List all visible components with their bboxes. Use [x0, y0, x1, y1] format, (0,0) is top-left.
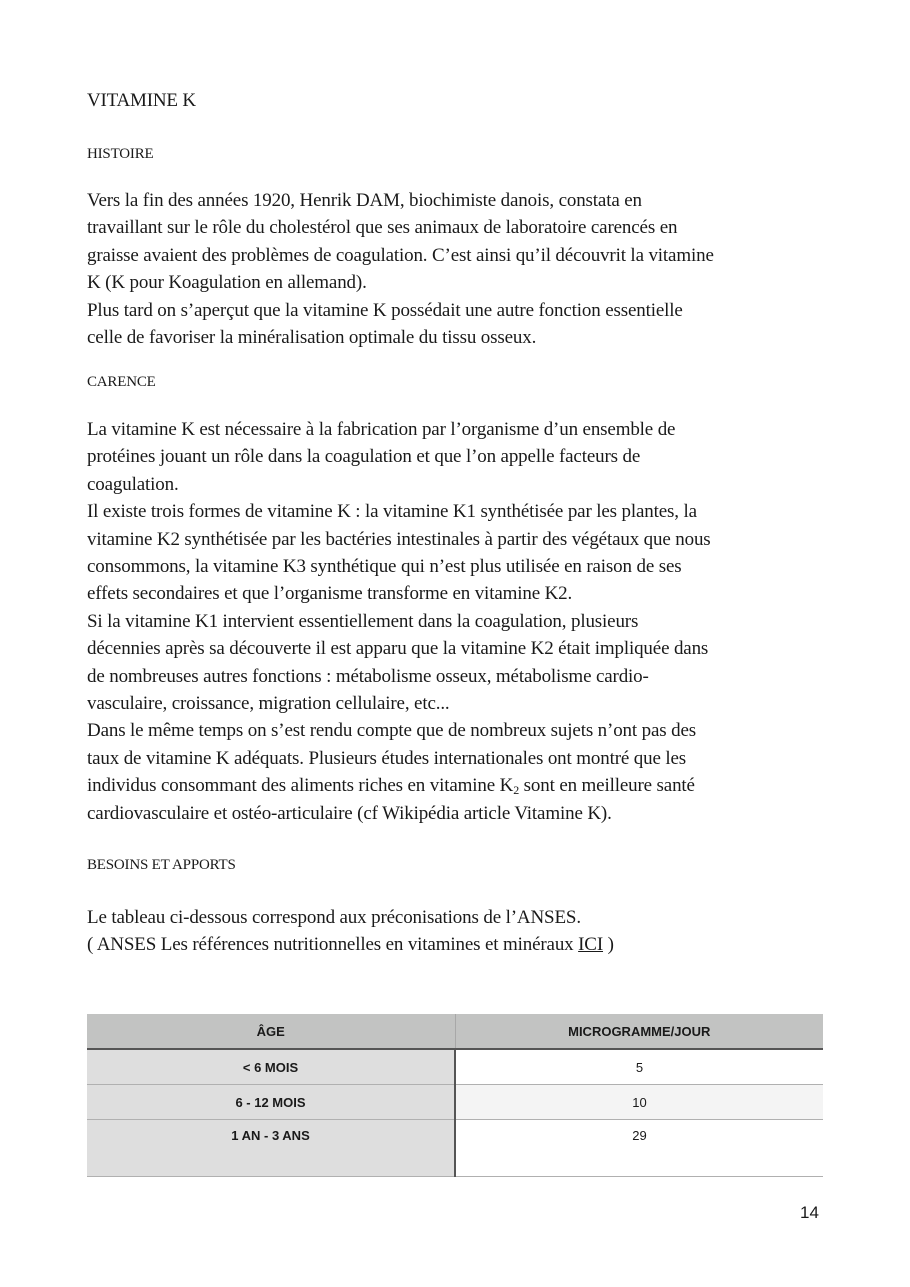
vitamin-k-intake-table: [87, 1014, 823, 1177]
paragraph-besoins: [87, 904, 832, 959]
column-header-microgram: MICROGRAMME/JOUR: [455, 1014, 823, 1049]
table-row: [87, 1049, 823, 1085]
cell-age: 1 AN - 3 ANS: [87, 1120, 455, 1177]
text-line: K (K pour Koagulation en allemand).: [87, 272, 367, 294]
text-line: consommons, la vitamine K3 synthétique qui n’est plus utilisée en raison de ses: [87, 556, 682, 578]
text-line: taux de vitamine K adéquats. Plusieurs études internationales ont montré que les: [87, 747, 687, 769]
heading-histoire: HISTOIRE: [87, 146, 154, 162]
paragraph-carence: [87, 416, 832, 827]
text-line: de nombreuses autres fonctions : métabolisme osseux, métabolisme cardio-: [87, 665, 649, 687]
text-line: Dans le même temps on s’est rendu compte que de nombreux sujets n’ont pas des: [87, 720, 696, 742]
text-line: Plus tard on s’aperçut que la vitamine K possédait une autre fonction essentielle: [87, 299, 683, 321]
text-segment: individus consommant des aliments riches en vitamine K: [87, 775, 514, 797]
text-line: décennies après sa découverte il est apparu que la vitamine K2 était impliquée dans: [87, 638, 709, 660]
column-header-age: ÂGE: [87, 1014, 455, 1049]
text-line: Vers la fin des années 1920, Henrik DAM, biochimiste danois, constata en: [87, 190, 642, 211]
text-line: Il existe trois formes de vitamine K : la vitamine K1 synthétisée par les plantes, la: [87, 501, 697, 523]
table-header-row: [87, 1014, 823, 1049]
cell-value: 29: [455, 1120, 823, 1177]
text-line: cardiovasculaire et ostéo-articulaire (cf Wikipédia article Vitamine K).: [87, 802, 612, 824]
text-line: travaillant sur le rôle du cholestérol que ses animaux de laboratoire carencés en: [87, 217, 678, 239]
page-number: 14: [800, 1203, 819, 1222]
subscript: 2: [513, 783, 520, 798]
anses-reference-link[interactable]: ICI: [578, 934, 604, 956]
text-segment: sont en meilleure santé: [519, 775, 695, 797]
page-title: VITAMINE K: [87, 90, 196, 111]
heading-besoins: BESOINS ET APPORTS: [87, 857, 236, 873]
table-row: [87, 1120, 823, 1177]
text-segment: ): [603, 934, 614, 956]
cell-value: 10: [455, 1085, 823, 1120]
text-line: effets secondaires et que l’organisme transforme en vitamine K2.: [87, 583, 573, 605]
text-line: Le tableau ci-dessous correspond aux préconisations de l’ANSES.: [87, 907, 581, 928]
paragraph-histoire: [87, 187, 832, 351]
table-row: [87, 1085, 823, 1120]
cell-age: 6 - 12 MOIS: [87, 1085, 455, 1120]
text-segment: ( ANSES Les références nutritionnelles en vitamines et minéraux: [87, 934, 579, 956]
text-line: vasculaire, croissance, migration cellulaire, etc...: [87, 693, 450, 715]
cell-age: < 6 MOIS: [87, 1049, 455, 1085]
text-line: La vitamine K est nécessaire à la fabrication par l’organisme d’un ensemble de: [87, 419, 676, 440]
text-line: [87, 931, 832, 958]
text-line: [87, 772, 832, 799]
text-line: coagulation.: [87, 473, 179, 495]
text-line: graisse avaient des problèmes de coagulation. C’est ainsi qu’il découvrit la vitamine: [87, 244, 714, 266]
cell-value: 5: [455, 1049, 823, 1085]
heading-carence: CARENCE: [87, 374, 156, 390]
text-line: Si la vitamine K1 intervient essentiellement dans la coagulation, plusieurs: [87, 610, 639, 632]
text-line: vitamine K2 synthétisée par les bactéries intestinales à partir des végétaux que nous: [87, 528, 711, 550]
text-line: celle de favoriser la minéralisation optimale du tissu osseux.: [87, 327, 537, 349]
text-line: protéines jouant un rôle dans la coagulation et que l’on appelle facteurs de: [87, 446, 641, 468]
